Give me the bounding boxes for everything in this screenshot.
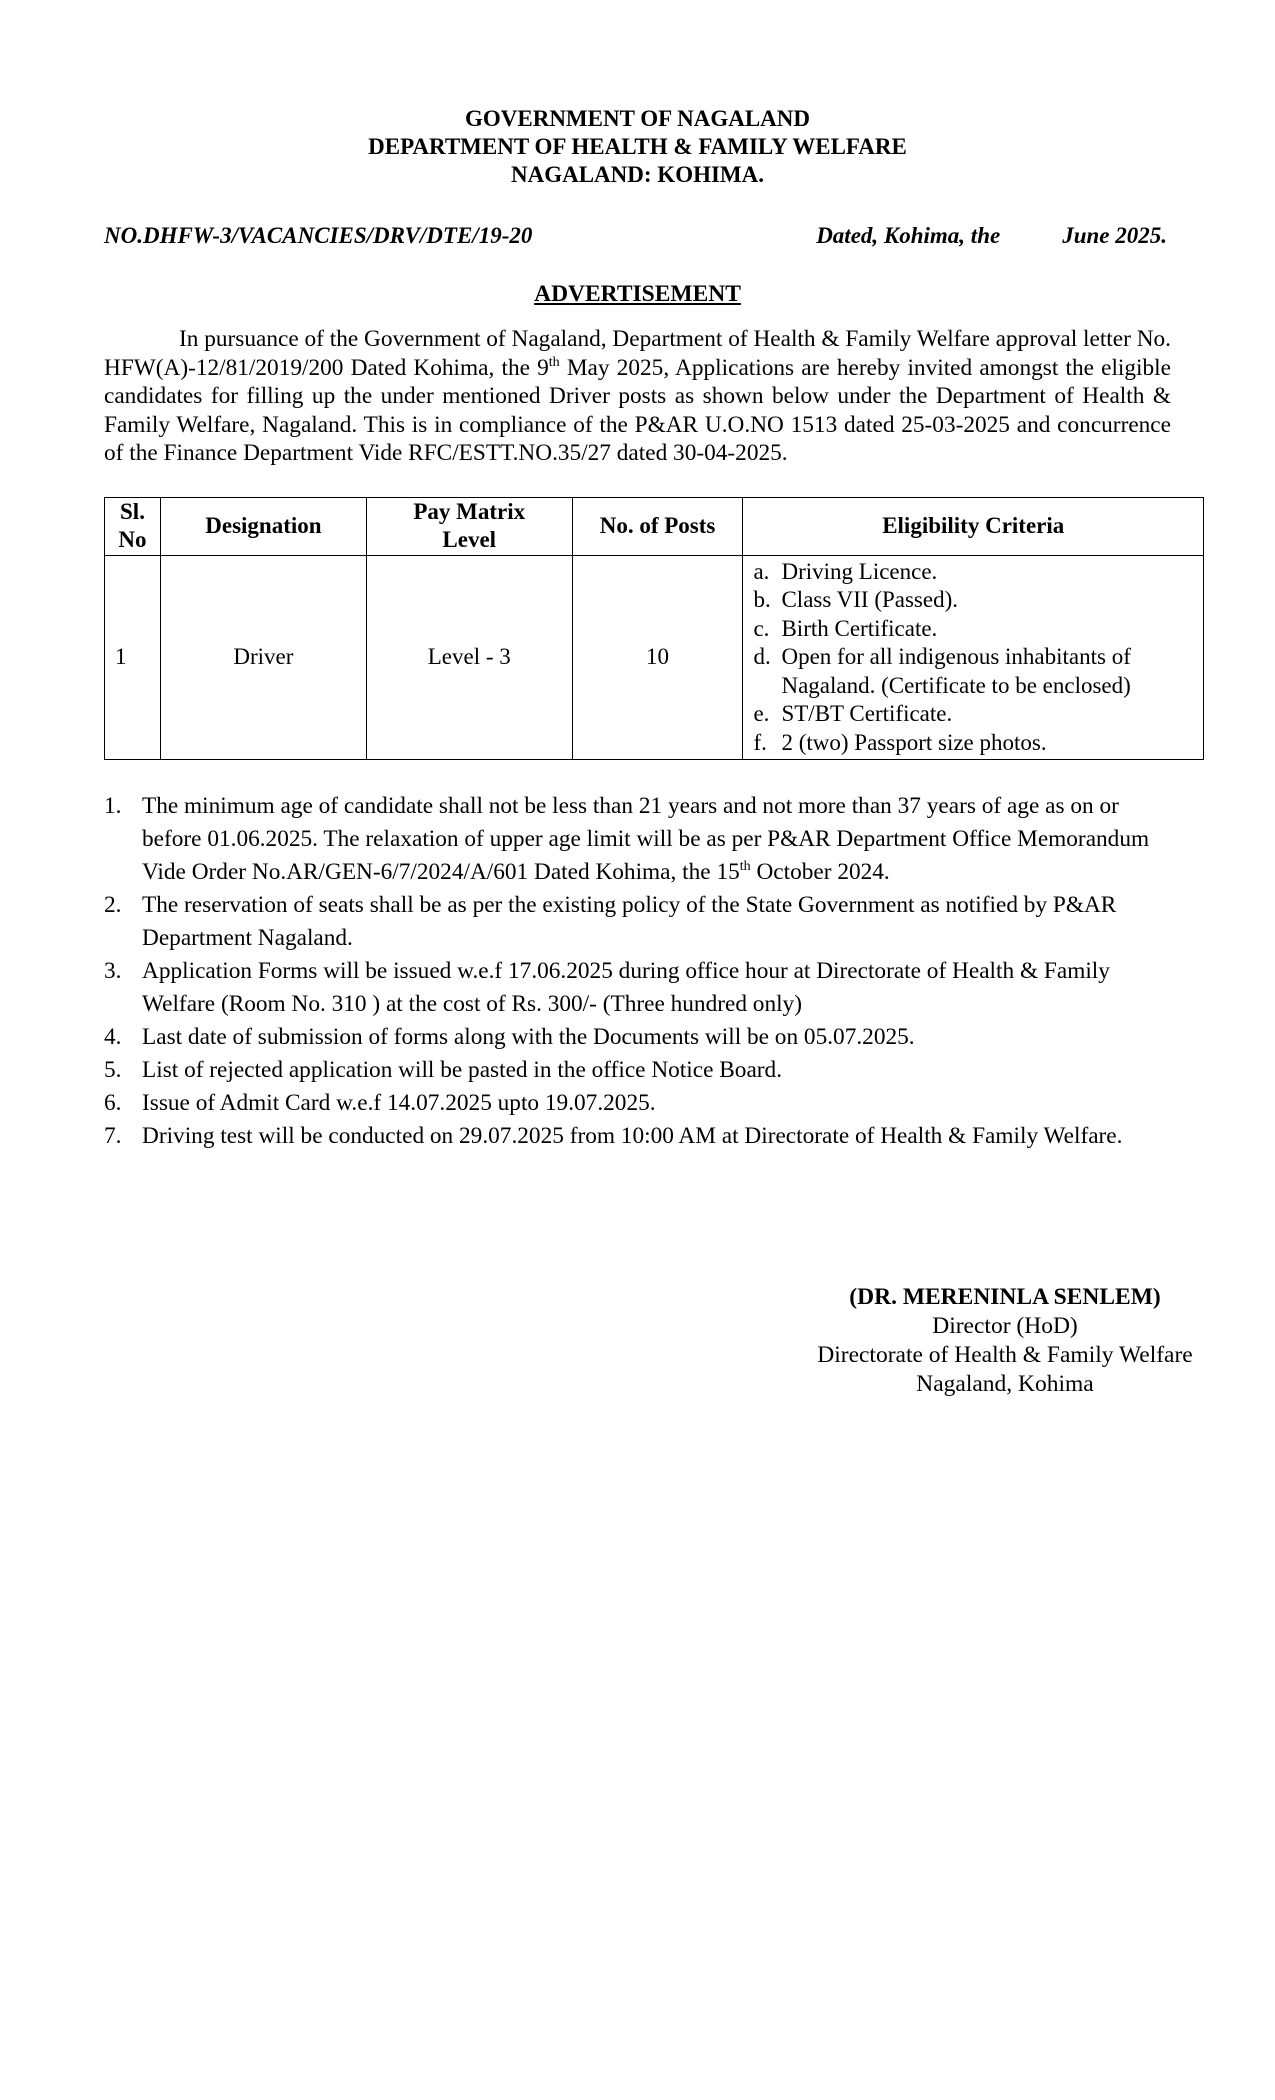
list-item: a. Driving Licence. — [753, 558, 938, 584]
table-row — [105, 555, 1204, 760]
signatory-place: Nagaland, Kohima — [916, 1371, 1094, 1397]
intro-text-part2: May 2025, Applications are hereby invited amongst the eligible candidates for filling up the under mentioned Driver posts as shown below under the Department of Health & Family Welfare, Nagaland. This is in compliance of the P&AR U.O.NO 1513 dated 25-03-2025 and concurrence of the Finance Department Vide RFC/ESTT.NO.35/27 dated 30-04-2025. — [104, 354, 1171, 466]
header-sl-no: Sl. No — [105, 497, 161, 555]
vacancy-table — [104, 497, 1204, 761]
advertisement-title: ADVERTISEMENT — [534, 281, 741, 307]
dated-label: Dated, Kohima, the — [816, 223, 1001, 248]
signature-block — [780, 1283, 1230, 1399]
letterhead-location: NAGALAND: KOHIMA. — [511, 162, 764, 187]
intro-paragraph — [104, 325, 1171, 468]
cell-pay-level: Level - 3 — [366, 555, 572, 760]
cell-no-of-posts: 10 — [572, 555, 743, 760]
list-item: e. ST/BT Certificate. — [753, 701, 953, 726]
header-designation: Designation — [160, 497, 366, 555]
reference-date: June 2025. — [1062, 223, 1167, 248]
letterhead-department: DEPARTMENT OF HEALTH & FAMILY WELFARE — [368, 134, 907, 159]
list-item: 7. Driving test will be conducted on 29.07.2025 from 10:00 AM at Directorate of Health & Family Welfare. — [104, 1123, 1123, 1149]
list-item: f. 2 (two) Passport size photos. — [753, 729, 1047, 755]
intro-text-part1: In pursuance of the Government of Nagaland, Department of Health & Family Welfare approval letter No. HFW(A)-12/81/2019/200 Dated Kohima, the 9 — [104, 326, 1171, 381]
list-item: 6. Issue of Admit Card w.e.f 14.07.2025 upto 19.07.2025. — [104, 1090, 656, 1116]
list-item: 4. Last date of submission of forms along with the Documents will be on 05.07.2025. — [104, 1024, 915, 1050]
conditions-list — [104, 790, 1171, 1153]
reference-number: NO.DHFW-3/VACANCIES/DRV/DTE/19-20 — [104, 223, 533, 248]
table-header-row — [105, 497, 1204, 555]
header-pay-matrix: Pay Matrix Level — [366, 497, 572, 555]
cell-sl-no: 1 — [105, 555, 161, 760]
list-item: b. Class VII (Passed). — [753, 587, 959, 612]
list-item: c. Birth Certificate. — [753, 615, 938, 641]
list-item: 3. Application Forms will be issued w.e.f 17.06.2025 during office hour at Directorate of Health & Family Welfare (Room No. 310 ) at the cost of Rs. 300/- (Three hundred only) — [104, 958, 1110, 1017]
header-no-of-posts: No. of Posts — [572, 497, 743, 555]
intro-superscript: th — [548, 354, 560, 370]
signatory-designation: Director (HoD) — [932, 1313, 1078, 1339]
list-item: 5. List of rejected application will be pasted in the office Notice Board. — [104, 1057, 783, 1083]
cell-designation: Driver — [160, 555, 366, 760]
list-item: 2. The reservation of seats shall be as per the existing policy of the State Government as notified by P&AR Department Nagaland. — [104, 892, 1117, 951]
signatory-name: (DR. MERENINLA SENLEM) — [849, 1284, 1161, 1310]
reference-line — [104, 221, 1171, 250]
eligibility-list — [743, 556, 1203, 760]
cell-eligibility — [743, 555, 1204, 760]
list-item: d. Open for all indigenous inhabitants of Nagaland. (Certificate to be enclosed) — [753, 644, 1131, 698]
letterhead-government: GOVERNMENT OF NAGALAND — [464, 106, 810, 131]
list-item: 1. The minimum age of candidate shall not be less than 21 years and not more than 37 years of age as on or before 01.06.2025. The relaxation of upper age limit will be as per P&AR Department Office Memorandum Vide Order No.AR/GEN-6/7/2024/A/601 Dated Kohima, the 15th October 2024. — [104, 793, 1150, 885]
letterhead — [104, 105, 1171, 189]
signatory-office: Directorate of Health & Family Welfare — [817, 1342, 1193, 1368]
header-eligibility: Eligibility Criteria — [743, 497, 1204, 555]
